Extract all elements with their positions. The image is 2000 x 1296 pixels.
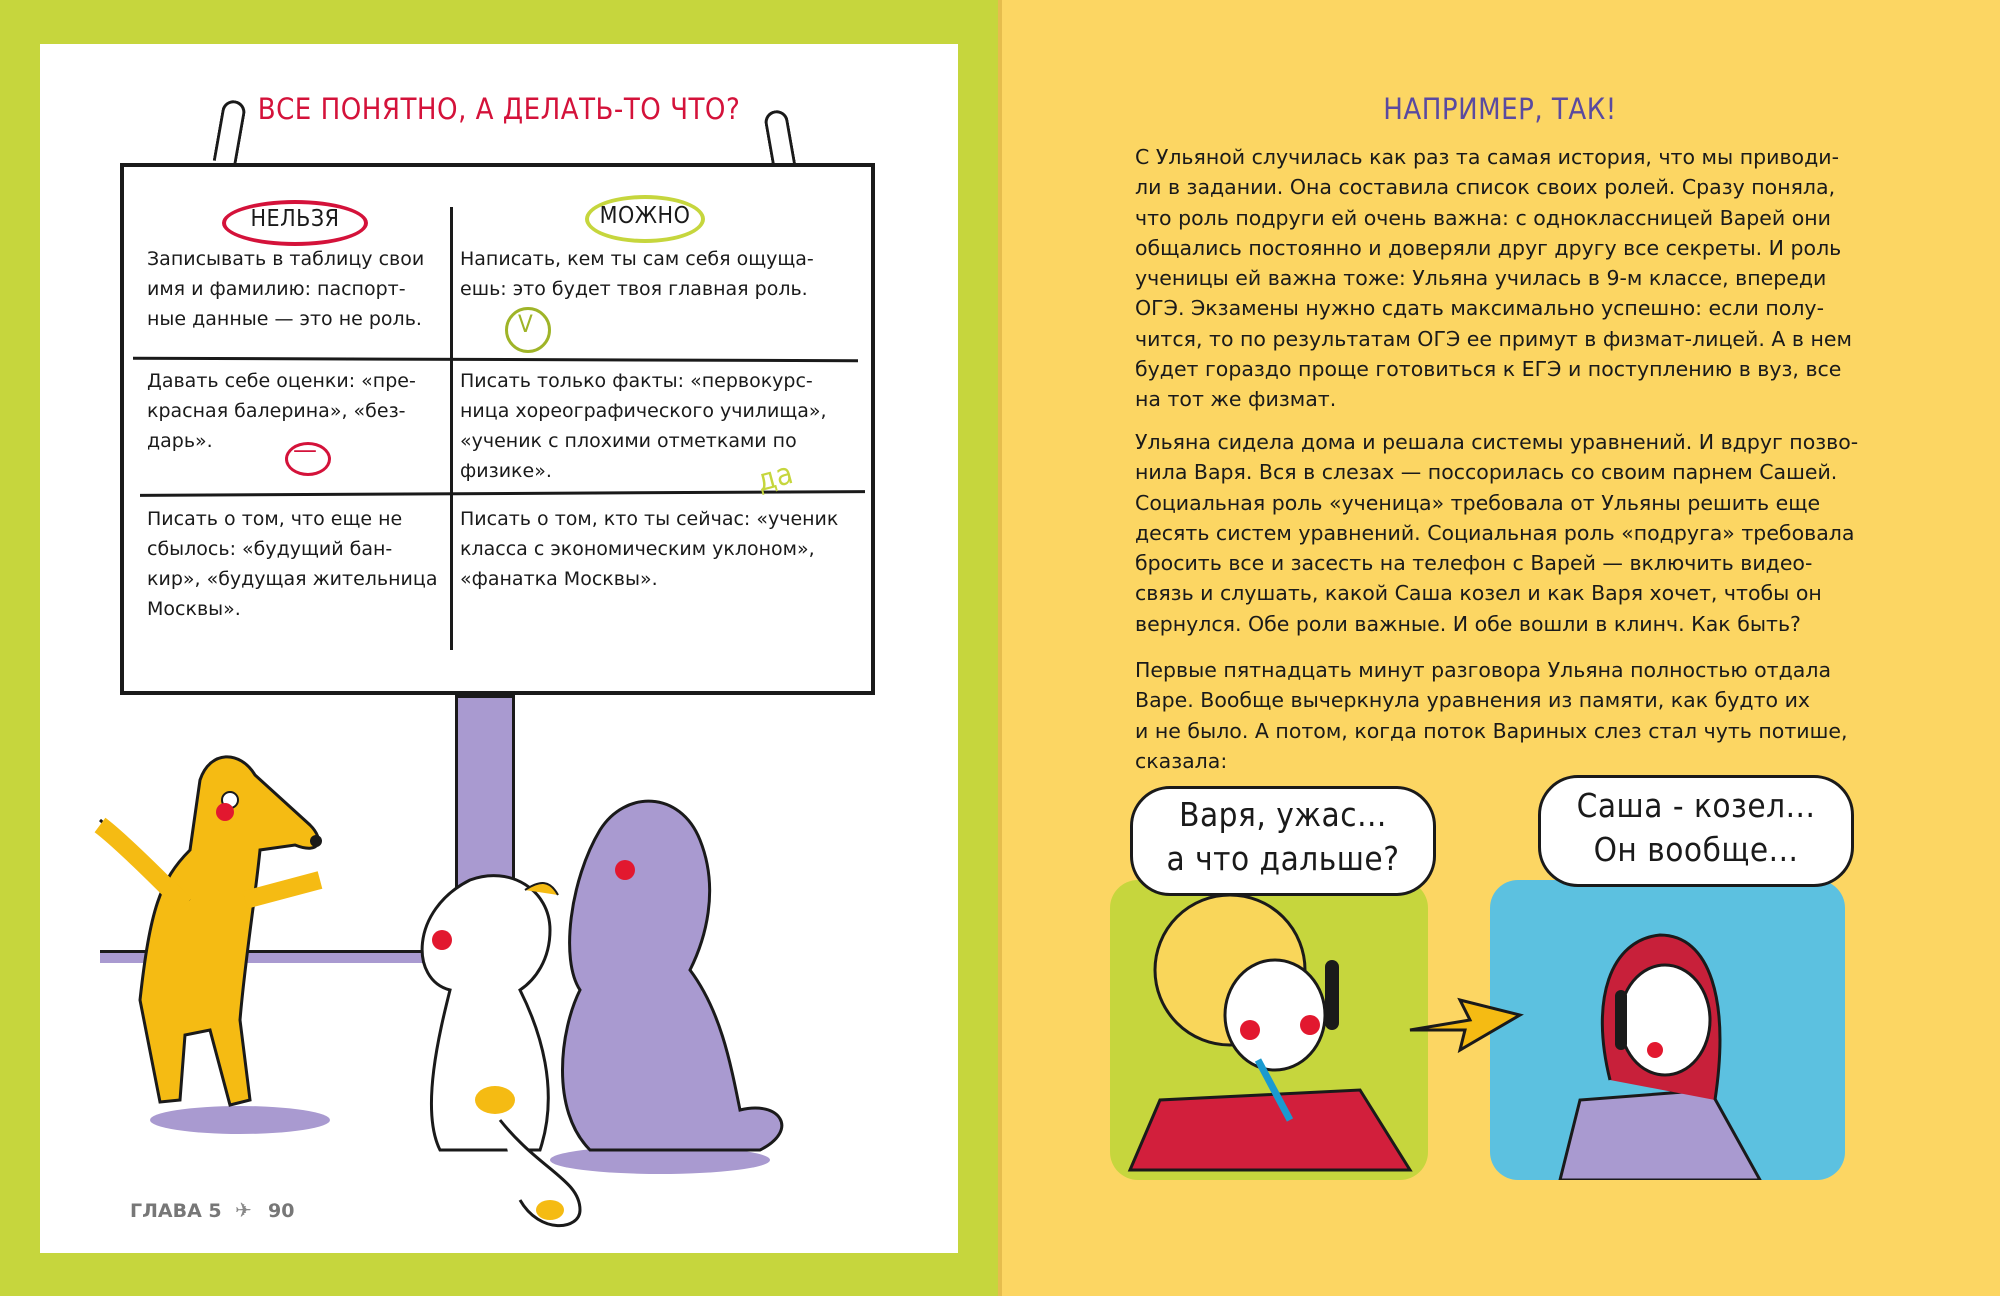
paragraph-1: С Ульяной случилась как раз та самая история, что мы приводи- ли в задании. Она составила список своих ролей. Сразу поняла, что роль подруги ей очень важна: с одноклассницей Варей они общались постоянно и доверяли друг другу все секреты. И роль ученицы ей важна тоже: Ульяна училась в 9-м классе, впереди ОГЭ. Экзамены нужно сдать максимально успешно: если полу- чится, то по результатам ОГЭ ее примут в физмат-лицей. А в нем будет гораздо проще готовиться к ЕГЭ и поступлению в вуз, все на тот же физмат. <box>1135 145 1852 412</box>
minus-mark: — <box>293 436 317 464</box>
dog-figure <box>100 757 322 1105</box>
ulyana-figure <box>1130 895 1410 1170</box>
lightning-icon <box>1410 1000 1520 1050</box>
yes-mark: да <box>753 455 798 500</box>
right-page-title: НАПРИМЕР, ТАК! <box>1383 92 1617 126</box>
varya-figure <box>1560 935 1760 1180</box>
cell-allowed-1: Написать, кем ты сам себя ощуща- ешь: это будет твоя главная роль. <box>460 248 814 300</box>
paragraph-3: Первые пятнадцать минут разговора Ульяна полностью отдала Варе. Вообще вычеркнула уравнения из памяти, как будто их и не было. А потом, когда поток Вариных слез стал чуть потише, сказала: <box>1135 658 1848 773</box>
cell-forbidden-2: Давать себе оценки: «пре- красная балерина», «без- дарь». <box>147 370 416 452</box>
cell-allowed-2: Писать только факты: «первокурс- ница хореографического училища», «ученик с плохими отметками по физике». <box>460 370 827 482</box>
chapter-label: ГЛАВА 5 <box>130 1200 222 1222</box>
column-header-forbidden: НЕЛЬЗЯ <box>250 206 340 232</box>
board-divider-vertical <box>450 207 453 650</box>
paper-plane-icon: ✈ <box>235 1198 252 1222</box>
cell-forbidden-1: Записывать в таблицу свои имя и фамилию: паспорт- ные данные — это не роль. <box>147 248 425 330</box>
check-mark: V <box>518 310 534 338</box>
book-spine <box>998 0 1002 1296</box>
left-page-title: ВСЕ ПОНЯТНО, А ДЕЛАТЬ-ТО ЧТО? <box>257 92 741 126</box>
animals-illustration <box>80 730 980 1250</box>
comic-characters <box>1110 880 1850 1180</box>
column-header-allowed: МОЖНО <box>599 203 691 229</box>
cell-allowed-3: Писать о том, кто ты сейчас: «ученик класса с экономическим уклоном», «фанатка Москвы». <box>460 508 839 590</box>
speech-bubble-ulyana: Варя, ужас... а что дальше? <box>1130 786 1436 896</box>
cell-forbidden-3: Писать о том, что еще не сбылось: «будущий бан- кир», «будущая жительница Москвы». <box>147 508 438 620</box>
page-number: 90 <box>268 1200 295 1222</box>
purple-cat-figure <box>563 801 782 1150</box>
white-cat-figure <box>422 876 580 1226</box>
speech-bubble-varya: Саша - козел... Он вообще... <box>1538 775 1854 887</box>
paragraph-2: Ульяна сидела дома и решала системы уравнений. И вдруг позво- нила Варя. Вся в слезах — поссорилась со своим парнем Сашей. Социальная роль «ученица» требовала от Ульяны решить еще десять систем уравнений. Социальная роль «подруга» требовала бросить все и засесть на телефон с Варей — включить видео- связь и слушать, какой Саша козел и как Варя хочет, чтобы он вернулся. Обе роли важные. И обе вошли в клинч. Как быть? <box>1135 430 1859 636</box>
